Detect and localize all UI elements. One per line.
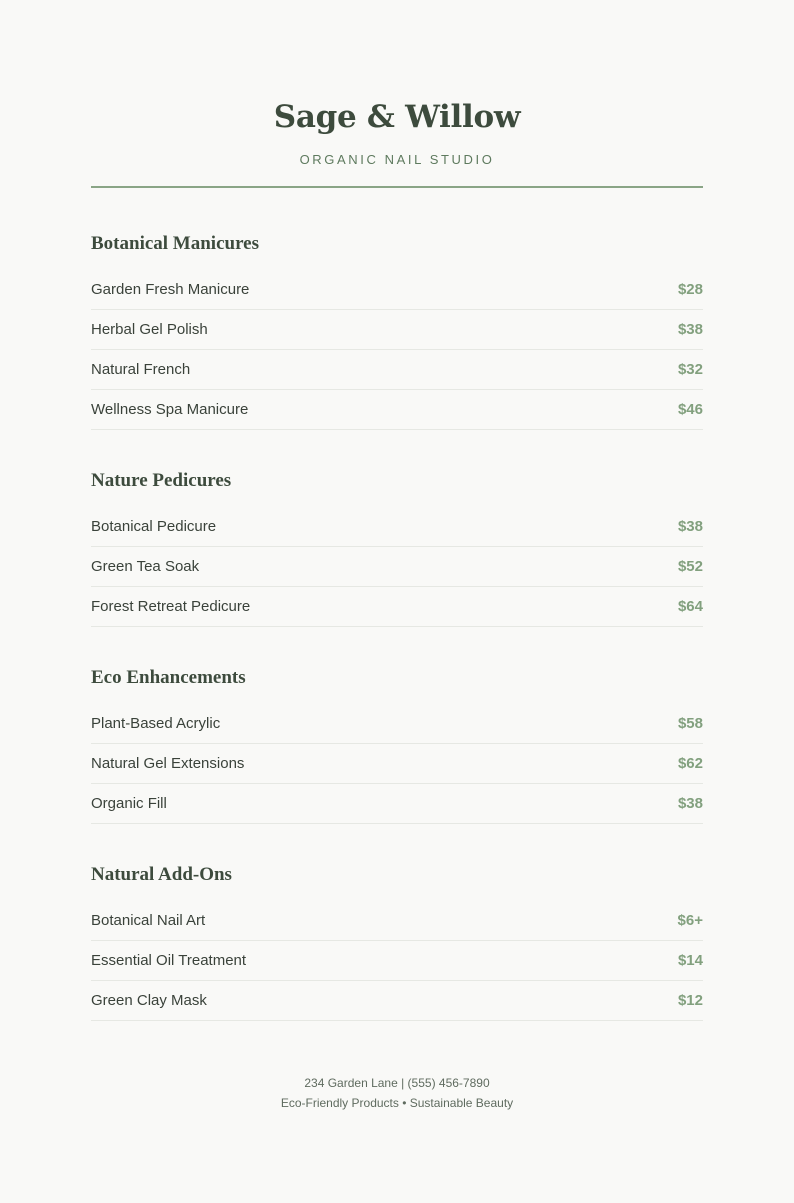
service-price: $52 <box>677 558 703 575</box>
service-name: Botanical Pedicure <box>91 518 217 535</box>
footer-contact: 234 Garden Lane | (555) 456-7890 <box>304 1076 490 1090</box>
section-natural-add-ons <box>91 863 703 1021</box>
service-name: Wellness Spa Manicure <box>91 401 249 418</box>
brand-tagline: ORGANIC NAIL STUDIO <box>299 152 495 167</box>
service-name: Herbal Gel Polish <box>91 321 208 338</box>
section-title: Nature Pedicures <box>91 470 232 491</box>
header-divider <box>91 186 703 188</box>
section-botanical-manicures <box>91 232 703 430</box>
service-price: $38 <box>677 321 703 338</box>
service-name: Organic Fill <box>91 795 167 812</box>
service-price: $62 <box>677 755 703 772</box>
service-item <box>91 941 703 981</box>
section-eco-enhancements <box>91 666 703 824</box>
service-price: $14 <box>677 952 703 969</box>
service-price: $28 <box>677 281 703 298</box>
service-price: $46 <box>677 401 703 418</box>
service-name: Botanical Nail Art <box>91 912 206 929</box>
service-item <box>91 901 703 941</box>
section-nature-pedicures <box>91 469 703 627</box>
brand-title: Sage & Willow <box>273 99 521 135</box>
service-price: $64 <box>677 598 703 615</box>
service-name: Plant-Based Acrylic <box>91 715 221 732</box>
service-price: $6+ <box>677 912 703 929</box>
service-price: $32 <box>677 361 703 378</box>
service-item <box>91 390 703 430</box>
service-item <box>91 270 703 310</box>
section-title: Botanical Manicures <box>91 233 260 254</box>
footer-note: Eco-Friendly Products • Sustainable Beauty <box>280 1096 514 1110</box>
service-price: $38 <box>677 518 703 535</box>
service-name: Forest Retreat Pedicure <box>91 598 251 615</box>
service-item <box>91 744 703 784</box>
menu-footer <box>91 1073 703 1113</box>
service-item <box>91 784 703 824</box>
service-item <box>91 350 703 390</box>
service-item <box>91 981 703 1021</box>
service-item <box>91 507 703 547</box>
service-item <box>91 310 703 350</box>
service-name: Garden Fresh Manicure <box>91 281 250 298</box>
service-name: Natural Gel Extensions <box>91 755 245 772</box>
service-name: Green Tea Soak <box>91 558 200 575</box>
service-name: Essential Oil Treatment <box>91 952 247 969</box>
service-item <box>91 547 703 587</box>
service-price: $38 <box>677 795 703 812</box>
section-title: Natural Add-Ons <box>91 864 232 885</box>
service-name: Natural French <box>91 361 191 378</box>
service-item <box>91 587 703 627</box>
section-title: Eco Enhancements <box>91 667 246 688</box>
service-price: $58 <box>677 715 703 732</box>
service-item <box>91 704 703 744</box>
service-price: $12 <box>677 992 703 1009</box>
service-name: Green Clay Mask <box>91 992 207 1009</box>
